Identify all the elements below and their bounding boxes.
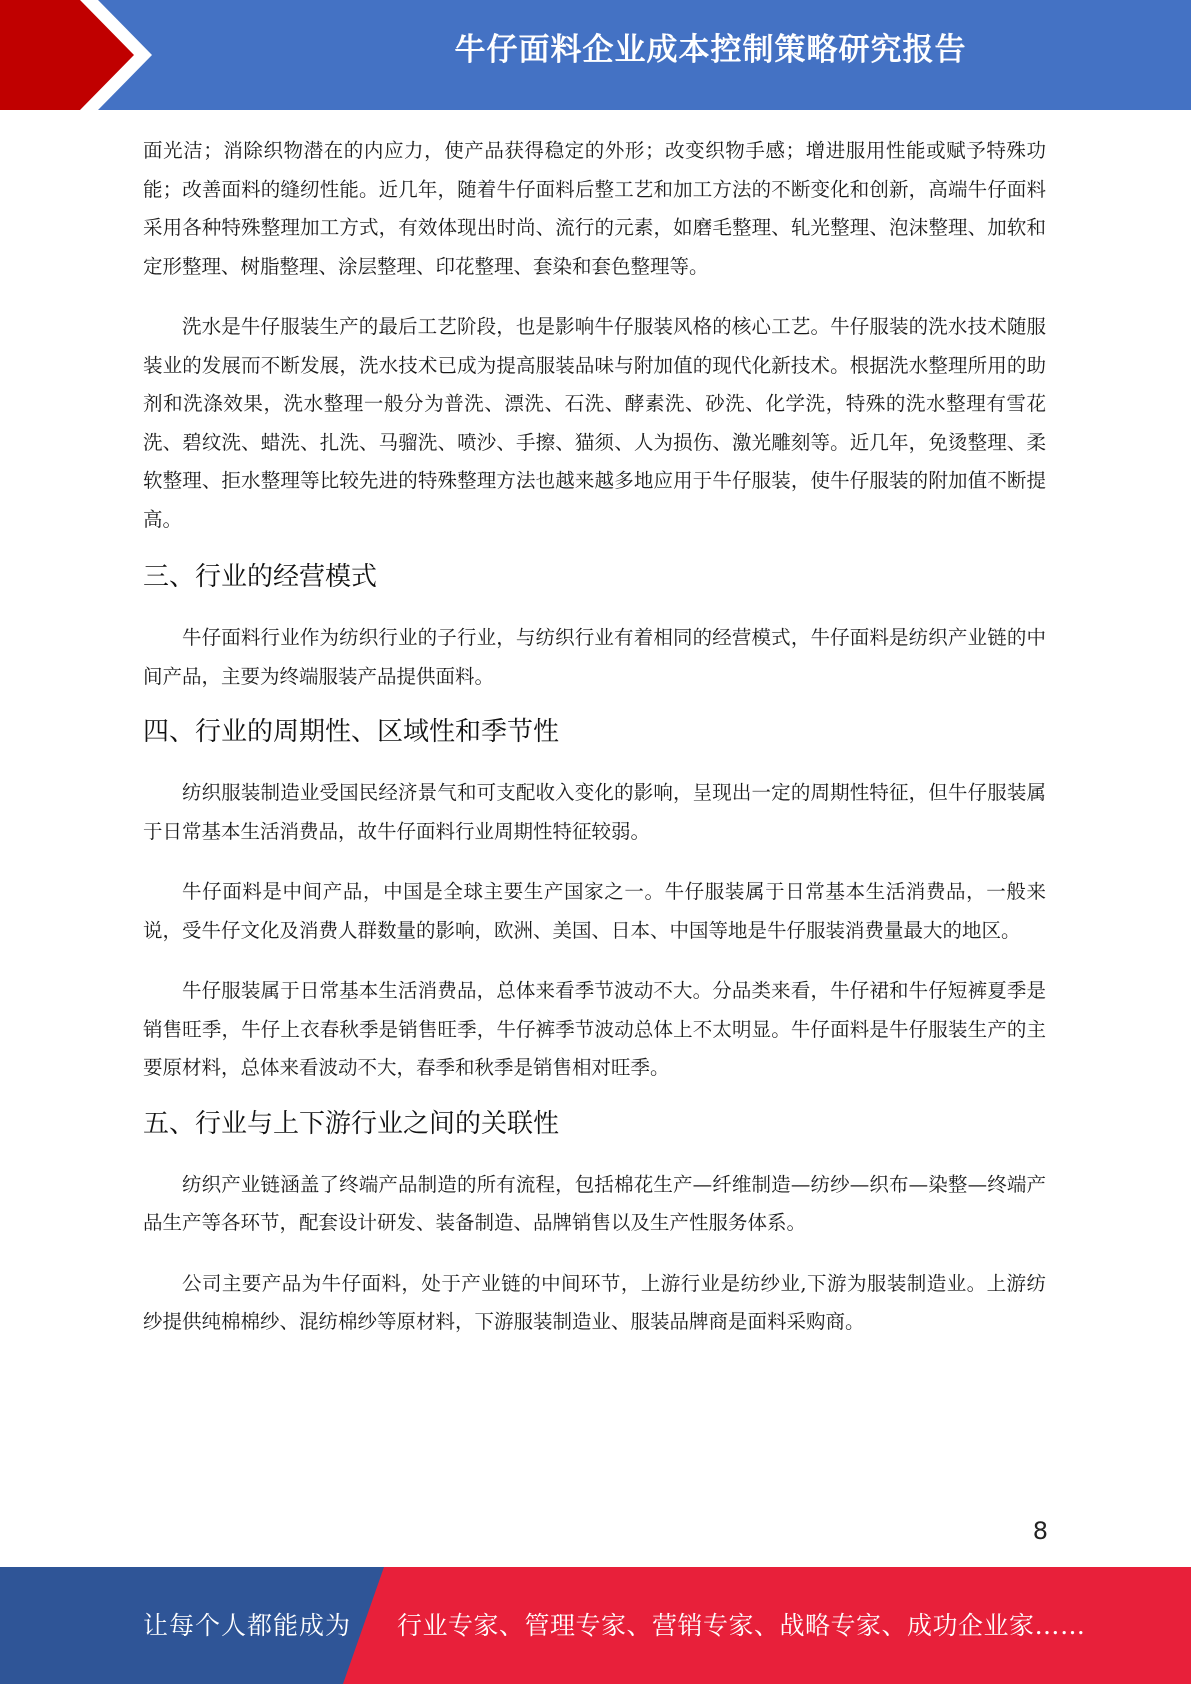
spacer bbox=[143, 1088, 1046, 1104]
heading-business-model: 三、行业的经营模式 bbox=[143, 562, 378, 592]
footer-slogan-right: 行业专家、管理专家、营销专家、战略专家、成功企业家…… bbox=[397, 1611, 1086, 1640]
document-body bbox=[143, 132, 1046, 1342]
paragraph-business-model: 牛仔面料行业作为纺织行业的子行业，与纺织行业有着相同的经营模式，牛仔面料是纺织产业链的中间产品，主要为终端服装产品提供面料。 bbox=[143, 626, 1046, 688]
paragraph-regional: 牛仔面料是中间产品，中国是全球主要生产国家之一。牛仔服装属于日常基本生活消费品，一般来说，受牛仔文化及消费人群数量的影响，欧洲、美国、日本、中国等地是牛仔服装消费量最大的地区。 bbox=[143, 880, 1046, 942]
heading-cyclicality: 四、行业的周期性、区域性和季节性 bbox=[143, 717, 560, 747]
spacer bbox=[143, 286, 1046, 308]
spacer bbox=[143, 1243, 1046, 1265]
paragraph-cyclicality: 纺织服装制造业受国民经济景气和可支配收入变化的影响，呈现出一定的周期性特征，但牛仔服装属于日常基本生活消费品，故牛仔面料行业周期性特征较弱。 bbox=[143, 781, 1046, 843]
spacer bbox=[143, 597, 1046, 619]
spacer bbox=[143, 950, 1046, 972]
heading-industry-relations: 五、行业与上下游行业之间的关联性 bbox=[143, 1108, 560, 1139]
spacer bbox=[143, 851, 1046, 873]
page-header bbox=[0, 0, 1191, 110]
document-title: 牛仔面料企业成本控制策略研究报告 bbox=[454, 32, 967, 68]
spacer bbox=[143, 752, 1046, 774]
page-footer bbox=[0, 1567, 1191, 1684]
paragraph-finishing-continued: 面光洁；消除织物潜在的内应力，使产品获得稳定的外形；改变织物手感；增进服用性能或赋予特殊功能；改善面料的缝纫性能。近几年，随着牛仔面料后整工艺和加工方法的不断变化和创新，高端牛仔面料采用各种特殊整理加工方式，有效体现出时尚、流行的元素，如磨毛整理、轧光整理、泡沫整理、加软和定形整理、树脂整理、涂层整理、印花整理、套染和套色整理等。 bbox=[143, 139, 1046, 278]
spacer bbox=[143, 696, 1046, 712]
paragraph-seasonal: 牛仔服装属于日常基本生活消费品，总体来看季节波动不大。分品类来看，牛仔裙和牛仔短裤夏季是销售旺季，牛仔上衣春秋季是销售旺季，牛仔裤季节波动总体上不太明显。牛仔面料是牛仔服装生产的主要原材料，总体来看波动不大，春季和秋季是销售相对旺季。 bbox=[143, 979, 1046, 1079]
paragraph-washing: 洗水是牛仔服装生产的最后工艺阶段，也是影响牛仔服装风格的核心工艺。牛仔服装的洗水技术随服装业的发展而不断发展，洗水技术已成为提高服装品味与附加值的现代化新技术。根据洗水整理所用的助剂和洗涤效果，洗水整理一般分为普洗、漂洗、石洗、酵素洗、砂洗、化学洗，特殊的洗水整理有雪花洗、碧纹洗、蜡洗、扎洗、马骝洗、喷沙、手擦、猫须、人为损伤、激光雕刻等。近几年，免烫整理、柔软整理、拒水整理等比较先进的特殊整理方法也越来越多地应用于牛仔服装，使牛仔服装的附加值不断提高。 bbox=[143, 315, 1046, 531]
paragraph-company-position: 公司主要产品为牛仔面料，处于产业链的中间环节，上游行业是纺纱业,下游为服装制造业。上游纺纱提供纯棉棉纱、混纺棉纱等原材料，下游服装制造业、服装品牌商是面料采购商。 bbox=[143, 1271, 1046, 1333]
spacer bbox=[143, 539, 1046, 557]
page-number: 8 bbox=[1032, 1517, 1048, 1545]
paragraph-industry-chain: 纺织产业链涵盖了终端产品制造的所有流程，包括棉花生产—纤维制造—纺纱—织布—染整—终端产品生产等各环节，配套设计研发、装备制造、品牌销售以及生产性服务体系。 bbox=[143, 1172, 1046, 1234]
footer-slogan-left: 让每个人都能成为 bbox=[143, 1611, 352, 1640]
spacer bbox=[143, 1144, 1046, 1166]
